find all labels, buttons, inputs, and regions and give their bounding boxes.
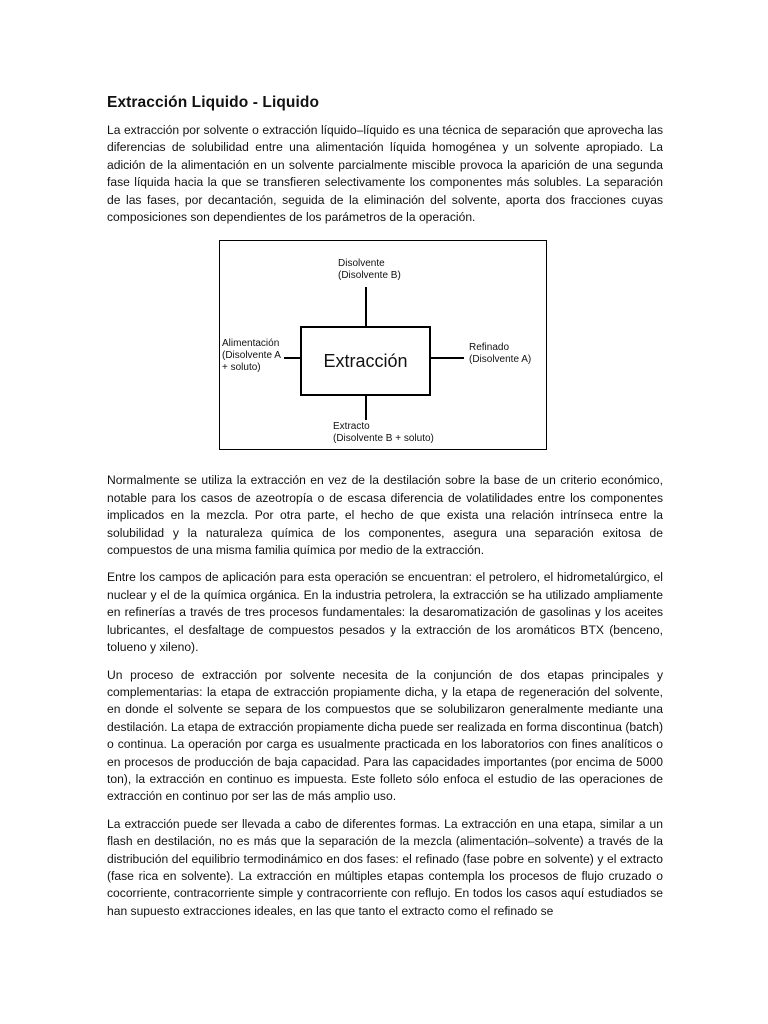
solvent-line <box>365 287 367 326</box>
document-title: Extracción Liquido - Liquido <box>107 94 320 111</box>
solvent-label: Disolvente (Disolvente B) <box>338 258 401 282</box>
paragraph-forms: La extracción puede ser llevada a cabo de diferentes formas. La extracción en una etapa, similar a un flash en destilación, no es más que la separación de la mezcla (alimentación–solvente) a través de la distribución del equilibrio termodinámico en dos fases: el refinado (fase pobre en solvente) y el extracto (fase rica en solvente). La extracción en múltiples etapas contempla los procesos de flujo cruzado o cocorriente, contracorriente simple y contracorriente con reflujo. En todos los casos aquí estudiados se han supuesto extracciones ideales, en las que tanto el extracto como el refinado se <box>107 816 663 918</box>
raffinate-label: Refinado (Disolvente A) <box>469 342 532 366</box>
document-page <box>107 92 663 930</box>
raffinate-line <box>431 357 464 359</box>
paragraph-process: Un proceso de extracción por solvente necesita de la conjunción de dos etapas principales y complementarias: la etapa de extracción propiamente dicha, y la etapa de regeneración del solvente, en donde el solvente se separa de los compuestos que se solubilizaron generalmente mediante una destilación. La etapa de extracción propiamente dicha puede ser realizada en forma discontinua (batch) o continua. La operación por carga es usualmente practicada en los laboratorios con fines analíticos o en procesos de producción de baja capacidad. Para las capacidades importantes (por encima de 5000 ton), la extracción en continuo es impuesta. Este folleto sólo enfoca el estudio de las operaciones de extracción en continuo por ser las de más amplio uso. <box>107 667 663 804</box>
extraction-box: Extracción <box>300 326 431 396</box>
extract-label: Extracto (Disolvente B + soluto) <box>333 421 434 445</box>
paragraph-economic: Normalmente se utiliza la extracción en vez de la destilación sobre la base de un criterio económico, notable para los casos de azeotropía o de escasa diferencia de volatilidades entre los componentes implicados en la mezcla. Por otra parte, el hecho de que exista una relación intrínseca entre la solubilidad y la naturaleza química de los componentes, asegura una separación exitosa de compuestos de una misma familia química por medio de la extracción. <box>107 473 663 558</box>
feed-line <box>284 357 300 359</box>
paragraph-intro: La extracción por solvente o extracción líquido–líquido es una técnica de separación que aprovecha las diferencias de solubilidad entre una alimentación líquida homogénea y un solvente apropiado. La adición de la alimentación en un solvente parcialmente miscible provoca la aparición de una segunda fase líquida hacia la que se transfieren selectivamente los componentes más solubles. La separación de las fases, por decantación, seguida de la eliminación del solvente, aporta dos fracciones cuyas composiciones son dependientes de los parámetros de la operación. <box>107 123 663 225</box>
extract-line <box>365 396 367 420</box>
extraction-diagram <box>219 240 547 450</box>
feed-label: Alimentación (Disolvente A + soluto) <box>222 338 281 374</box>
paragraph-applications: Entre los campos de aplicación para esta operación se encuentran: el petrolero, el hidrometalúrgico, el nuclear y el de la química orgánica. En la industria petrolera, la extracción se ha utilizado ampliamente en refinerías a través de tres procesos fundamentales: la desaromatización de gasolinas y los aceites lubricantes, el desfaltage de compuestos pesados y la extracción de los aromáticos BTX (benceno, tolueno y xileno). <box>107 570 663 655</box>
